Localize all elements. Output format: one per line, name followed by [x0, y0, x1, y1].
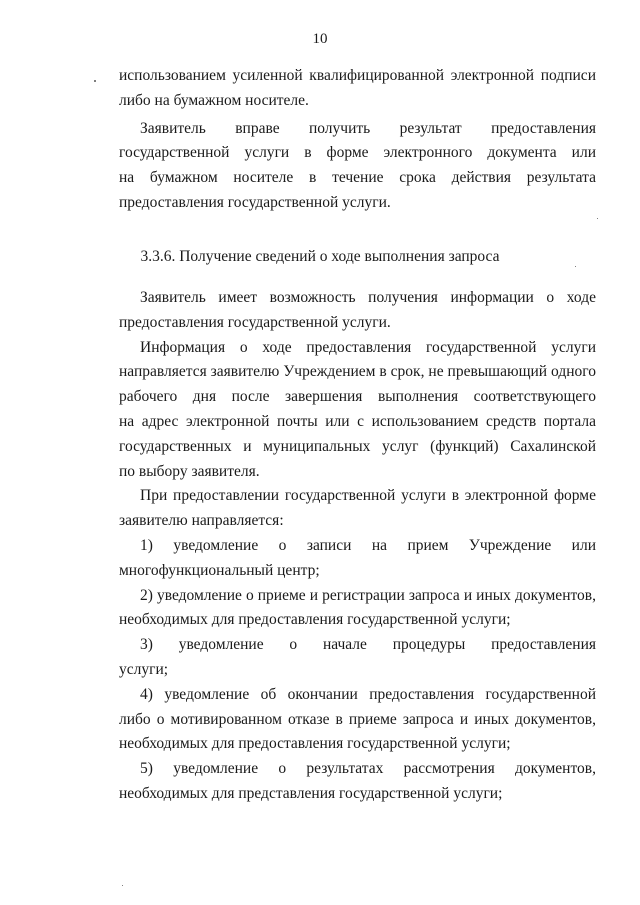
text-line: направляется заявителю Учреждением в срок, не превышающий одного [119, 363, 596, 381]
text-line: использованием усиленной квалифицированной электронной подписи [119, 67, 596, 84]
scan-speck [597, 218, 598, 219]
text-line: государственных и муниципальных услуг (функций) Сахалинской [119, 437, 596, 455]
text-line: При предоставлении государственной услуги в электронной форме [140, 487, 596, 505]
text-line: рабочего дня после завершения выполнения соответствующего [119, 388, 596, 406]
text-line: Заявитель имеет возможность получения информации о ходе [140, 289, 596, 306]
text-line: предоставления государственной услуги. [119, 193, 391, 211]
paragraph-block-top [119, 64, 596, 216]
section-heading: 3.3.6. Получение сведений о ходе выполнения запроса [140, 248, 500, 265]
text-line: либо о мотивированном отказе в приеме запроса и иных документов, [119, 710, 596, 728]
text-line: государственной услуги в форме электронного документа или [119, 144, 596, 162]
scan-speck [94, 80, 96, 82]
text-line: многофункциональный центр; [119, 561, 320, 579]
text-line: необходимых для предоставления государственной услуги; [119, 611, 511, 629]
list-item-2: 2) уведомление о приеме и регистрации запроса и иных документов, [140, 586, 596, 604]
text-line: необходимых для представления государственной услуги; [119, 784, 503, 802]
list-item-4: 4) уведомление об окончании предоставления государственной [140, 685, 596, 703]
text-line: по выбору заявителя. [119, 462, 260, 480]
text-line: услуги; [119, 660, 169, 678]
paragraph-block-main [119, 286, 596, 807]
text-line: Информация о ходе предоставления государственной услуги [140, 338, 596, 356]
list-item-5: 5) уведомление о результатах рассмотрения документов, [140, 760, 596, 778]
text-line: на бумажном носителе в течение срока действия результата [119, 169, 596, 187]
text-line: предоставления государственной услуги. [119, 313, 391, 331]
list-item-3: 3) уведомление о начале процедуры предоставления [140, 636, 596, 654]
text-line: либо на бумажном носителе. [119, 91, 309, 109]
text-line: заявителю направляется: [119, 512, 284, 530]
text-line: на адрес электронной почты или с использованием средств портала [119, 412, 596, 430]
text-line: Заявитель вправе получить результат предоставления [140, 119, 596, 137]
scan-speck [575, 266, 576, 267]
scan-speck [122, 885, 123, 886]
page-number: 10 [312, 31, 328, 47]
list-item-1: 1) уведомление о записи на прием Учреждение или [140, 536, 596, 554]
text-line: необходимых для предоставления государственной услуги; [119, 735, 511, 753]
